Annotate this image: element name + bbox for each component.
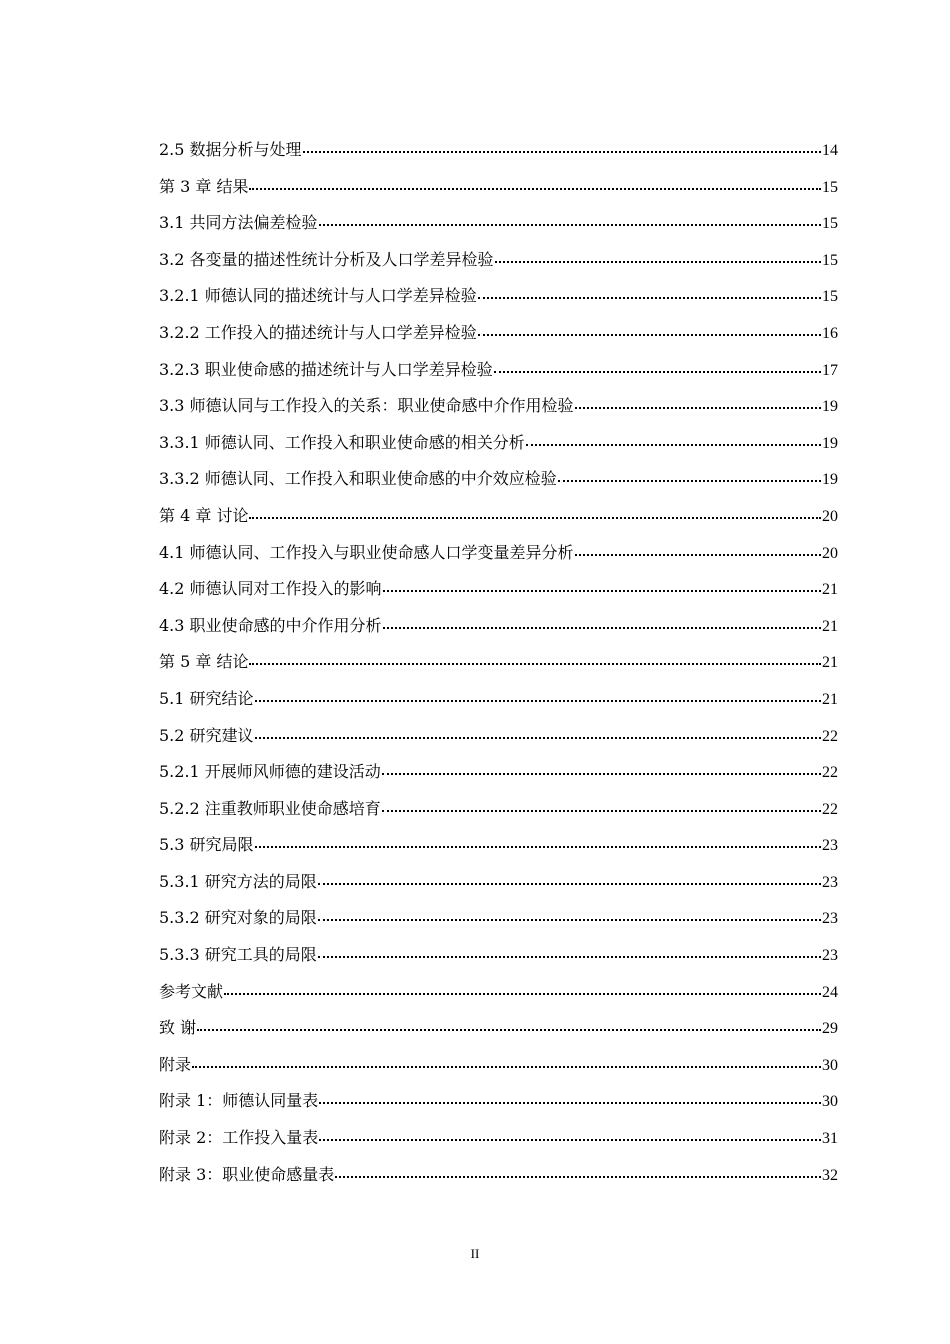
toc-entry[interactable] — [159, 644, 838, 681]
toc-entry-title: 4.3 职业使命感的中介作用分析 — [159, 615, 382, 635]
toc-entry-page: 16 — [822, 324, 838, 342]
toc-entry-title: 附录 3：职业使命感量表 — [159, 1164, 335, 1184]
toc-entry-title: 5.2.1 开展师风师德的建设活动 — [159, 762, 381, 782]
toc-entry-title: 附录 1：师德认同量表 — [159, 1091, 319, 1111]
toc-entry[interactable] — [159, 974, 838, 1011]
toc-entry-title: 5.1 研究结论 — [159, 688, 254, 708]
toc-dot-leader — [255, 680, 821, 702]
toc-entry-title: 3.2 各变量的描述性统计分析及人口学差异检验 — [159, 249, 494, 269]
toc-entry-title: 2.5 数据分析与处理 — [159, 140, 302, 159]
toc-dot-leader — [255, 826, 821, 848]
toc-entry-page: 21 — [822, 690, 838, 708]
toc-entry-page: 20 — [822, 544, 838, 562]
toc-entry-page: 29 — [822, 1020, 838, 1038]
toc-entry-page: 32 — [822, 1166, 838, 1184]
toc-entry[interactable] — [159, 754, 838, 791]
toc-dot-leader — [318, 899, 821, 921]
toc-entry[interactable] — [159, 1010, 838, 1047]
toc-entry[interactable] — [159, 535, 838, 572]
toc-entry-title: 5.3 研究局限 — [159, 835, 254, 855]
toc-entry-title: 附录 2：工作投入量表 — [159, 1128, 319, 1148]
toc-entry-title: 3.2.3 职业使命感的描述统计与人口学差异检验 — [159, 359, 493, 379]
toc-entry-title: 第 5 章 结论 — [159, 652, 249, 672]
toc-entry-page: 23 — [822, 947, 838, 965]
toc-entry-title: 5.2 研究建议 — [159, 725, 254, 745]
toc-dot-leader — [526, 424, 821, 446]
toc-entry-title: 4.1 师德认同、工作投入与职业使命感人口学变量差异分析 — [159, 542, 574, 562]
toc-dot-leader — [558, 460, 821, 482]
toc-dot-leader — [192, 1046, 821, 1068]
toc-entry-title: 3.2.2 工作投入的描述统计与人口学差异检验 — [159, 322, 477, 342]
toc-entry[interactable] — [159, 205, 838, 242]
toc-dot-leader — [249, 643, 821, 665]
toc-entry-page: 21 — [822, 617, 838, 635]
page-number: II — [470, 1246, 480, 1261]
toc-dot-leader — [575, 534, 821, 556]
toc-entry-page: 21 — [822, 581, 838, 599]
toc-entry[interactable] — [159, 827, 838, 864]
toc-dot-leader — [319, 204, 821, 226]
toc-entry[interactable] — [159, 1047, 838, 1084]
toc-entry[interactable] — [159, 900, 838, 937]
toc-entry-page: 22 — [822, 764, 838, 782]
toc-dot-leader — [318, 936, 821, 958]
toc-entry[interactable] — [159, 461, 838, 498]
toc-entry[interactable] — [159, 718, 838, 755]
toc-entry[interactable] — [159, 388, 838, 425]
toc-entry[interactable] — [159, 1157, 838, 1194]
toc-entry-page: 21 — [822, 654, 838, 672]
toc-dot-leader — [383, 570, 821, 592]
toc-dot-leader — [249, 168, 821, 190]
toc-dot-leader — [255, 717, 821, 739]
toc-entry-title: 5.3.1 研究方法的局限 — [159, 871, 317, 891]
toc-entry-title: 致 谢 — [159, 1018, 197, 1038]
toc-entry[interactable] — [159, 278, 838, 315]
toc-entry-title: 4.2 师德认同对工作投入的影响 — [159, 579, 382, 599]
toc-entry-title: 5.3.2 研究对象的局限 — [159, 908, 317, 928]
toc-entry-title: 3.3.1 师德认同、工作投入和职业使命感的相关分析 — [159, 432, 525, 452]
toc-entry-title: 附录 — [159, 1054, 192, 1074]
toc-entry-page: 20 — [822, 507, 838, 525]
toc-entry-title: 第 3 章 结果 — [159, 176, 249, 196]
toc-dot-leader — [249, 497, 821, 519]
toc-entry[interactable] — [159, 498, 838, 535]
toc-entry-page: 15 — [822, 178, 838, 196]
toc-entry-page: 30 — [822, 1093, 838, 1111]
toc-dot-leader — [319, 1082, 821, 1104]
toc-entry-page: 23 — [822, 873, 838, 891]
toc-entry-page: 22 — [822, 727, 838, 745]
toc-entry-title: 第 4 章 讨论 — [159, 505, 249, 525]
toc-entry-title: 3.1 共同方法偏差检验 — [159, 213, 318, 233]
toc-entry-title: 3.3 师德认同与工作投入的关系：职业使命感中介作用检验 — [159, 396, 574, 416]
toc-dot-leader — [382, 790, 821, 812]
toc-entry[interactable] — [159, 1120, 838, 1157]
toc-entry[interactable] — [159, 681, 838, 718]
toc-entry[interactable] — [159, 864, 838, 901]
toc-entry[interactable] — [159, 352, 838, 389]
toc-entry[interactable] — [159, 1083, 838, 1120]
toc-entry[interactable] — [159, 791, 838, 828]
toc-dot-leader — [575, 387, 821, 409]
toc-dot-leader — [494, 351, 821, 373]
toc-entry-page: 31 — [822, 1130, 838, 1148]
toc-entry-page: 30 — [822, 1056, 838, 1074]
toc-entry[interactable] — [159, 608, 838, 645]
toc-dot-leader — [335, 1156, 821, 1178]
toc-entry-page: 23 — [822, 910, 838, 928]
toc-entry[interactable] — [159, 571, 838, 608]
toc-entry[interactable] — [159, 132, 838, 169]
toc-dot-leader — [383, 607, 821, 629]
toc-entry[interactable] — [159, 169, 838, 206]
toc-dot-leader — [197, 1009, 821, 1031]
toc-entry-page: 22 — [822, 800, 838, 818]
toc-entry-page: 23 — [822, 837, 838, 855]
toc-entry-page: 15 — [822, 251, 838, 269]
toc-dot-leader — [495, 241, 821, 263]
toc-dot-leader — [303, 131, 821, 153]
toc-entry-page: 19 — [822, 398, 838, 416]
toc-entry-page: 19 — [822, 434, 838, 452]
toc-dot-leader — [382, 753, 821, 775]
toc-entry-title: 参考文献 — [159, 981, 224, 1001]
toc-entry-page: 24 — [822, 983, 838, 1001]
toc-dot-leader — [478, 314, 821, 336]
toc-dot-leader — [478, 277, 821, 299]
toc-entry[interactable] — [159, 315, 838, 352]
toc-entry-page: 17 — [822, 361, 838, 379]
toc-entry-title: 5.3.3 研究工具的局限 — [159, 945, 317, 965]
toc-entry-title: 3.2.1 师德认同的描述统计与人口学差异检验 — [159, 286, 477, 306]
toc-entry[interactable] — [159, 242, 838, 279]
toc-dot-leader — [224, 973, 821, 995]
toc-entry-page: 15 — [822, 288, 838, 306]
toc-dot-leader — [319, 1119, 821, 1141]
toc-entry-title: 5.2.2 注重教师职业使命感培育 — [159, 798, 381, 818]
toc-entry-page: 14 — [822, 142, 838, 159]
table-of-contents — [159, 132, 838, 1193]
toc-dot-leader — [318, 863, 821, 885]
toc-entry-page: 15 — [822, 215, 838, 233]
toc-entry[interactable] — [159, 425, 838, 462]
toc-entry[interactable] — [159, 937, 838, 974]
toc-entry-title: 3.3.2 师德认同、工作投入和职业使命感的中介效应检验 — [159, 469, 557, 489]
toc-entry-page: 19 — [822, 471, 838, 489]
